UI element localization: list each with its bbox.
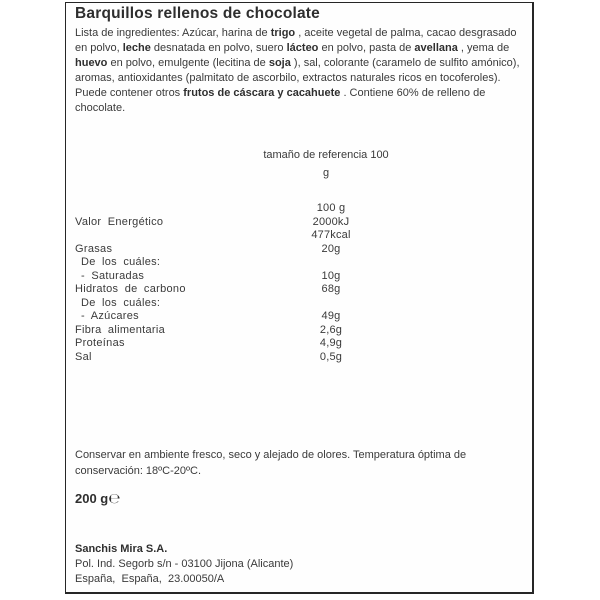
estimated-sign: ℮ xyxy=(108,491,121,507)
allergen-bold-text: frutos de cáscara y cacahuete xyxy=(183,87,341,99)
nutrient-value: 2,6g xyxy=(319,323,343,336)
serving-size-line2: g xyxy=(322,167,330,179)
nutrient-label: - Azúcares xyxy=(81,310,139,322)
storage-instructions: Conservar en ambiente fresco, seco y alejado de olores. Temperatura óptima de conservación: 18ºC-20ºC. xyxy=(75,449,467,477)
nutrient-label: De los cuáles: xyxy=(81,256,161,268)
ingredients-paragraph xyxy=(75,26,527,116)
ingredients-text: Lista de ingredientes: Azúcar, harina de xyxy=(75,27,271,39)
nutrient-label xyxy=(75,229,261,243)
manufacturer-address-line1: Pol. Ind. Segorb s/n - 03100 Jijona (Alicante) xyxy=(75,558,294,571)
nutrient-value: 68g xyxy=(321,283,341,295)
nutrition-table xyxy=(75,202,515,364)
nutrition-row xyxy=(75,202,515,216)
nutrient-label: - Saturadas xyxy=(81,269,145,282)
product-label xyxy=(65,2,534,594)
nutrition-row xyxy=(75,337,515,351)
nutrient-value: 49g xyxy=(321,310,341,322)
nutrient-value: 100 g xyxy=(316,202,346,214)
serving-size-line1: tamaño de referencia 100 xyxy=(263,149,389,161)
allergen-bold-text: soja xyxy=(268,57,291,69)
ingredients-text: desnatada en polvo, suero xyxy=(150,42,287,54)
ingredients-text: ), sal, colorante (caramelo de sulfito amónico), aromas, antioxidantes (palmitato de ascorbilo, extractos naturales ricos en tocoferoles). Puede contener otros xyxy=(75,57,520,99)
ingredients-text: , aceite vegetal de palma, cacao desgrasado en polvo, xyxy=(75,27,517,54)
allergen-bold-text: avellana xyxy=(414,42,458,54)
allergen-bold-text: leche xyxy=(122,42,151,54)
nutrient-label: Valor Energético xyxy=(75,215,164,228)
nutrition-row xyxy=(75,243,515,257)
nutrition-row xyxy=(75,216,515,230)
nutrient-value: 2000kJ xyxy=(312,215,350,228)
nutrition-row xyxy=(75,283,515,297)
nutrient-value: 0,5g xyxy=(319,350,343,363)
nutrition-row xyxy=(75,324,515,338)
nutrient-label: De los cuáles: xyxy=(81,296,161,309)
ingredients-text: en polvo, pasta de xyxy=(318,42,415,54)
nutrition-row xyxy=(75,351,515,365)
nutrient-value: 10g xyxy=(321,269,341,282)
nutrition-row xyxy=(75,310,515,324)
nutrient-value: 4,9g xyxy=(319,337,343,349)
manufacturer-address-line2: España, España, 23.00050/A xyxy=(75,573,225,586)
nutrient-label: Sal xyxy=(75,350,92,363)
nutrient-label: Proteínas xyxy=(75,337,125,349)
allergen-bold-text: trigo xyxy=(270,27,296,39)
ingredients-text: , yema de xyxy=(457,42,510,54)
manufacturer-block xyxy=(75,542,293,588)
allergen-bold-text: lácteo xyxy=(286,42,319,54)
nutrient-value xyxy=(261,297,401,311)
nutrient-label: Hidratos de carbono xyxy=(75,283,186,295)
nutrient-label: Fibra alimentaria xyxy=(75,323,166,336)
nutrition-row xyxy=(75,297,515,311)
nutrition-row xyxy=(75,256,515,270)
manufacturer-name: Sanchis Mira S.A. xyxy=(75,543,168,555)
serving-size-header xyxy=(241,146,411,182)
product-title: Barquillos rellenos de chocolate xyxy=(75,5,320,22)
nutrient-value: 477kcal xyxy=(311,229,351,241)
nutrient-label: Grasas xyxy=(75,242,113,255)
ingredients-text: . Contiene 60% de relleno de chocolate. xyxy=(75,87,486,114)
net-weight-value: 200 g xyxy=(75,491,109,506)
nutrition-row xyxy=(75,229,515,243)
nutrition-row xyxy=(75,270,515,284)
ingredients-text: en polvo, emulgente (lecitina de xyxy=(107,57,269,69)
nutrient-value xyxy=(261,256,401,270)
nutrient-value: 20g xyxy=(321,242,341,255)
net-weight xyxy=(75,491,120,507)
allergen-bold-text: huevo xyxy=(75,57,108,69)
nutrient-label xyxy=(75,202,261,216)
